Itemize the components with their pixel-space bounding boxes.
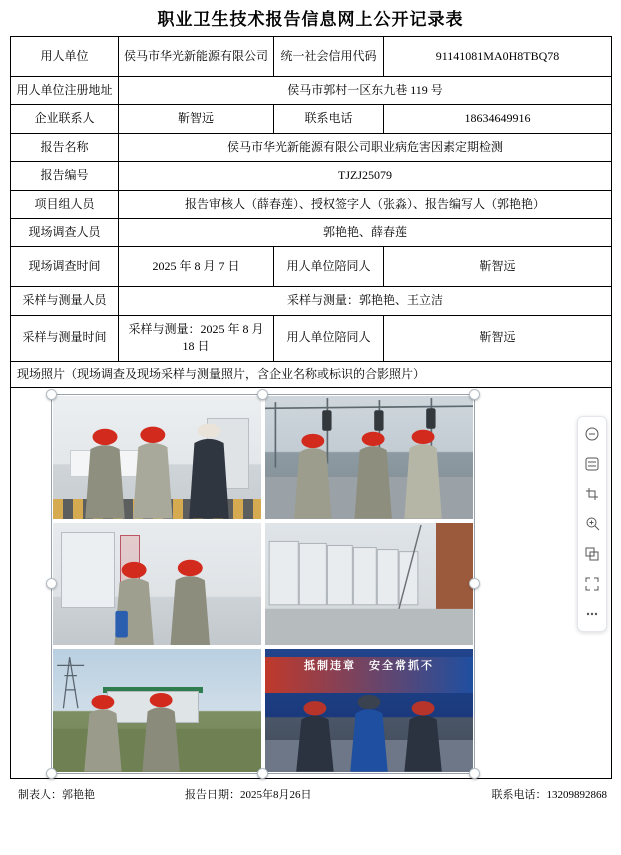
- table-row: [11, 133, 612, 161]
- group-people: [265, 649, 473, 772]
- row-value-survey-time: 2025 年 8 月 7 日: [119, 247, 274, 287]
- footer-date-label: 报告日期：: [185, 788, 240, 801]
- row-value-report-no: TJZJ25079: [119, 162, 612, 190]
- footer: [10, 779, 611, 802]
- row-label-address: 用人单位注册地址: [11, 77, 119, 105]
- photo-site-survey-indoor[interactable]: [53, 396, 261, 519]
- footer-author-label: 制表人：: [18, 788, 62, 801]
- footer-author-value: 郭艳艳: [62, 788, 95, 801]
- table-row: [11, 190, 612, 218]
- row-value-address: 侯马市郭村一区东九巷 119 号: [119, 77, 612, 105]
- table-row: [11, 247, 612, 287]
- people-silhouettes: [53, 523, 261, 646]
- row-label-phone: 联系电话: [274, 105, 384, 133]
- row-value-employer: 侯马市华光新能源有限公司: [119, 37, 274, 77]
- zoom-in-icon[interactable]: [578, 509, 606, 539]
- row-label-sampling-staff: 采样与测量人员: [11, 287, 119, 315]
- row-value-credit-code: 91141081MA0H8TBQ78: [384, 37, 612, 77]
- footer-author: [10, 786, 185, 802]
- filter-icon[interactable]: [578, 449, 606, 479]
- footer-phone: [421, 786, 611, 802]
- row-value-escort-1: 靳智远: [384, 247, 612, 287]
- people-silhouettes: [53, 396, 261, 519]
- footer-phone-value: 13209892868: [546, 788, 607, 801]
- footer-phone-label: 联系电话：: [491, 788, 547, 801]
- row-label-escort-1: 用人单位陪同人: [274, 247, 384, 287]
- row-value-report-name: 侯马市华光新能源有限公司职业病危害因素定期检测: [119, 133, 612, 161]
- photo-group-banner[interactable]: [265, 649, 473, 772]
- row-label-survey-time: 现场调查时间: [11, 247, 119, 287]
- row-label-report-no: 报告编号: [11, 162, 119, 190]
- switchgear-row: [265, 523, 473, 646]
- image-toolbar[interactable]: [577, 416, 607, 632]
- photos-cell: [11, 387, 612, 778]
- row-label-employer: 用人单位: [11, 37, 119, 77]
- row-label-team: 项目组人员: [11, 190, 119, 218]
- photo-collage[interactable]: [53, 396, 473, 772]
- row-value-sampling-staff: 采样与测量：郭艳艳、王立洁: [119, 287, 612, 315]
- photo-outdoor-substation[interactable]: [265, 396, 473, 519]
- row-value-escort-2: 靳智远: [384, 315, 612, 361]
- table-row: [11, 361, 612, 387]
- row-value-contact: 靳智远: [119, 105, 274, 133]
- table-row: [11, 218, 612, 246]
- copy-icon[interactable]: [578, 539, 606, 569]
- crop-icon[interactable]: [578, 479, 606, 509]
- table-row: [11, 105, 612, 133]
- table-row: [11, 162, 612, 190]
- expand-icon[interactable]: [578, 569, 606, 599]
- row-label-credit-code: 统一社会信用代码: [274, 37, 384, 77]
- row-label-survey-staff: 现场调查人员: [11, 218, 119, 246]
- row-label-contact: 企业联系人: [11, 105, 119, 133]
- table-row: [11, 287, 612, 315]
- page-title: 职业卫生技术报告信息网上公开记录表: [157, 10, 464, 29]
- row-label-sampling-time: 采样与测量时间: [11, 315, 119, 361]
- photos-section-header: 现场照片（现场调查及现场采样与测量照片，含企业名称或标识的合影照片）: [11, 361, 612, 387]
- collapse-icon[interactable]: [578, 419, 606, 449]
- table-row: [11, 37, 612, 77]
- table-row: [11, 315, 612, 361]
- row-value-phone: 18634649916: [384, 105, 612, 133]
- row-label-report-name: 报告名称: [11, 133, 119, 161]
- banner-text: 抵制违章 安全常抓不: [304, 660, 434, 673]
- more-icon[interactable]: [578, 599, 606, 629]
- row-label-escort-2: 用人单位陪同人: [274, 315, 384, 361]
- outdoor-scene: [53, 649, 261, 772]
- row-value-sampling-time: 采样与测量：2025 年 8 月 18 日: [119, 315, 274, 361]
- footer-date: [185, 786, 421, 802]
- substation-silhouettes: [265, 396, 473, 519]
- table-row: [11, 387, 612, 778]
- table-row: [11, 77, 612, 105]
- row-value-team: 报告审核人（薛春莲）、授权签字人（张淼）、报告编写人（郭艳艳）: [119, 190, 612, 218]
- public-disclosure-table: [10, 36, 612, 779]
- photo-switchgear-room[interactable]: [265, 523, 473, 646]
- footer-date-value: 2025年8月26日: [240, 788, 312, 801]
- photo-box-substation[interactable]: [53, 649, 261, 772]
- photo-grid: [11, 388, 611, 778]
- row-value-survey-staff: 郭艳艳、薛春莲: [119, 218, 612, 246]
- photo-cabinet-room[interactable]: [53, 523, 261, 646]
